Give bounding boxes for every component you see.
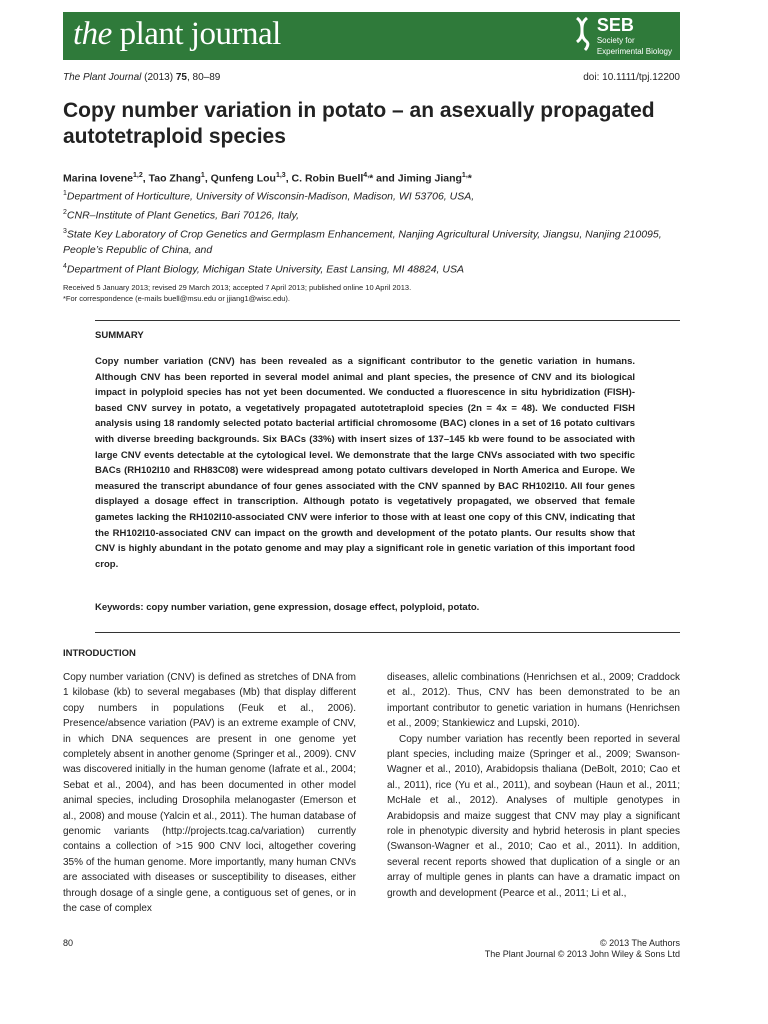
correspondence: *For correspondence (e-mails buell@msu.edu or jjiang1@wisc.edu). [63,294,290,303]
summary-heading: SUMMARY [95,330,144,341]
affiliations [63,186,680,278]
received-dates: Received 5 January 2013; revised 29 March 2013; accepted 7 April 2013; published online 10 April 2013. *For correspondence (e-mails buell@msu.edu or jjiang1@wisc.edu). [63,282,680,304]
affiliation: $^4$Department of Plant Biology, Michigan State University, East Lansing, MI 48824, USA [63,262,464,275]
journal-logo: the plant journal [73,16,281,52]
seb-logo [573,16,672,56]
summary-section [95,330,635,572]
keywords: Keywords: copy number variation, gene expression, dosage effect, polyploid, potato. [95,602,480,613]
journal-header-bar [63,12,680,60]
affiliation: $^1$Department of Horticulture, University of Wisconsin-Madison, Madison, WI 53706, USA, [63,190,475,203]
page-number: 80 [63,938,74,948]
doi[interactable]: doi: 10.1111/tpj.12200 [583,72,680,83]
introduction-heading: INTRODUCTION [63,648,136,659]
article-title: Copy number variation in potato – an asexually propagated autotetraploid species [63,99,655,148]
paragraph: Copy number variation has recently been reported in several plant species, including maize (Springer et al., 2009; Swanson-Wagner et al., 2010), Arabidopsis thaliana (DeBolt, 2010; Cao et al., 2011), rice (Yu et al., 2011), and soybean (Haun et al., 2011; McHale et al., 2012). Analyses of multiple genotypes in Arabidopsis and maize suggest that CNV may play a significant role in phenotypic diversity and hybrid heterosis in plant species (Swanson-Wagner et al., 2010; Cao et al., 2011). In addition, several recent reports showed that duplication of a single or an array of multiple genes in plants can have a dramatic impact on growth and development (Pearce et al., 2011; Li et al., [387,733,680,899]
body-column-left [63,670,356,917]
citation: The Plant Journal (2013) 75, 80–89 [63,72,221,83]
author-list: Marina Iovene$^{1,2}$, Tao Zhang$^1$, Qunfeng Lou$^{1,3}$, C. Robin Buell$^{4,}$* and Jiming Jiang$^{1,}$* [63,172,472,185]
summary-top-rule [95,320,680,321]
affiliation: $^3$State Key Laboratory of Crop Genetics and Germplasm Enhancement, Nanjing Agricultural University, Jiangsu, Nanjing 210095, People’s Republic of China, and [63,228,662,256]
copyright: © 2013 The Authors The Plant Journal © 2013 John Wiley & Sons Ltd [484,938,680,959]
summary-text: Copy number variation (CNV) has been revealed as a significant contributor to the genetic variation in humans. Although CNV has been reported in several model animal and plant species, the presence of CNV and its biological impact in polyploid species has not yet been documented. We conducted a fluorescence in situ hybridization (FISH)-based CNV survey in potato, a vegetatively propagated autotetraploid species (2n = 4x = 48). We conducted FISH analysis using 18 randomly selected potato bacterial artificial chromosome (BAC) clones in a set of 16 potato cultivars with diverse breeding backgrounds. Six BACs (33%) with insert sizes of 137–145 kb were found to be associated with large CNV events detectable at the cytological level. We demonstrate that the large CNVs associated with two specific BACs (RH102I10 and RH83C08) were widespread among potato cultivars developed in North America and Europe. We measured the transcript abundance of four genes associated with the CNV spanned by BAC RH102I10. All four genes displayed a dosage effect in transcription. Although potato is vegetatively propagated, we observed that female gametes lacking the RH102I10-associated CNV were inferior to those with at least one copy of this CNV, indicating that the RH102I10-associated CNV can impact on the growth and development of the potato plants. Our results show that CNV is highly abundant in the potato genome and may play a significant role in genetic variation of this important food crop. [95,356,635,570]
dna-helix-icon [573,16,591,52]
summary-bottom-rule [95,632,680,633]
paragraph: diseases, allelic combinations (Henrichsen et al., 2009; Craddock et al., 2012). Thus, CNV has been demonstrated to be an important contributor to genetic variation in humans (Henrichsen et al., 2009; Stankiewicz and Lupski, 2010). [387,672,680,730]
seb-subtitle-1: Society for [596,36,635,45]
affiliation: $^2$CNR–Institute of Plant Genetics, Bari 70126, Italy, [63,209,299,222]
body-column-right [387,670,680,901]
paragraph: Copy number variation (CNV) is defined as stretches of DNA from 1 kilobase (kb) to several megabases (Mb) that display different copy numbers in populations (Feuk et al., 2006). Presence/absence variation (PAV) is an extreme example of CNV, in which DNA sequences are present in one genome yet completely absent in another genome (Springer et al., 2009). CNV was discovered initially in the human genome (Iafrate et al., 2004; Sebat et al., 2004), and has been documented in other model animal species, including Drosophila melanogaster (Emerson et al., 2008) and mouse (Yalcin et al., 2011). The human database of genomic variants (http://projects.tcag.ca/variation) currently contains a collection of >15 900 CNV loci, altogether covering 35% of the human genome. More importantly, many human CNVs are associated with diseases or susceptibility to diseases, either through dosage of a single gene, a contiguous set of genes, or in the case of complex [63,672,356,915]
seb-title: SEB [596,15,634,35]
seb-subtitle-2: Experimental Biology [596,47,672,56]
